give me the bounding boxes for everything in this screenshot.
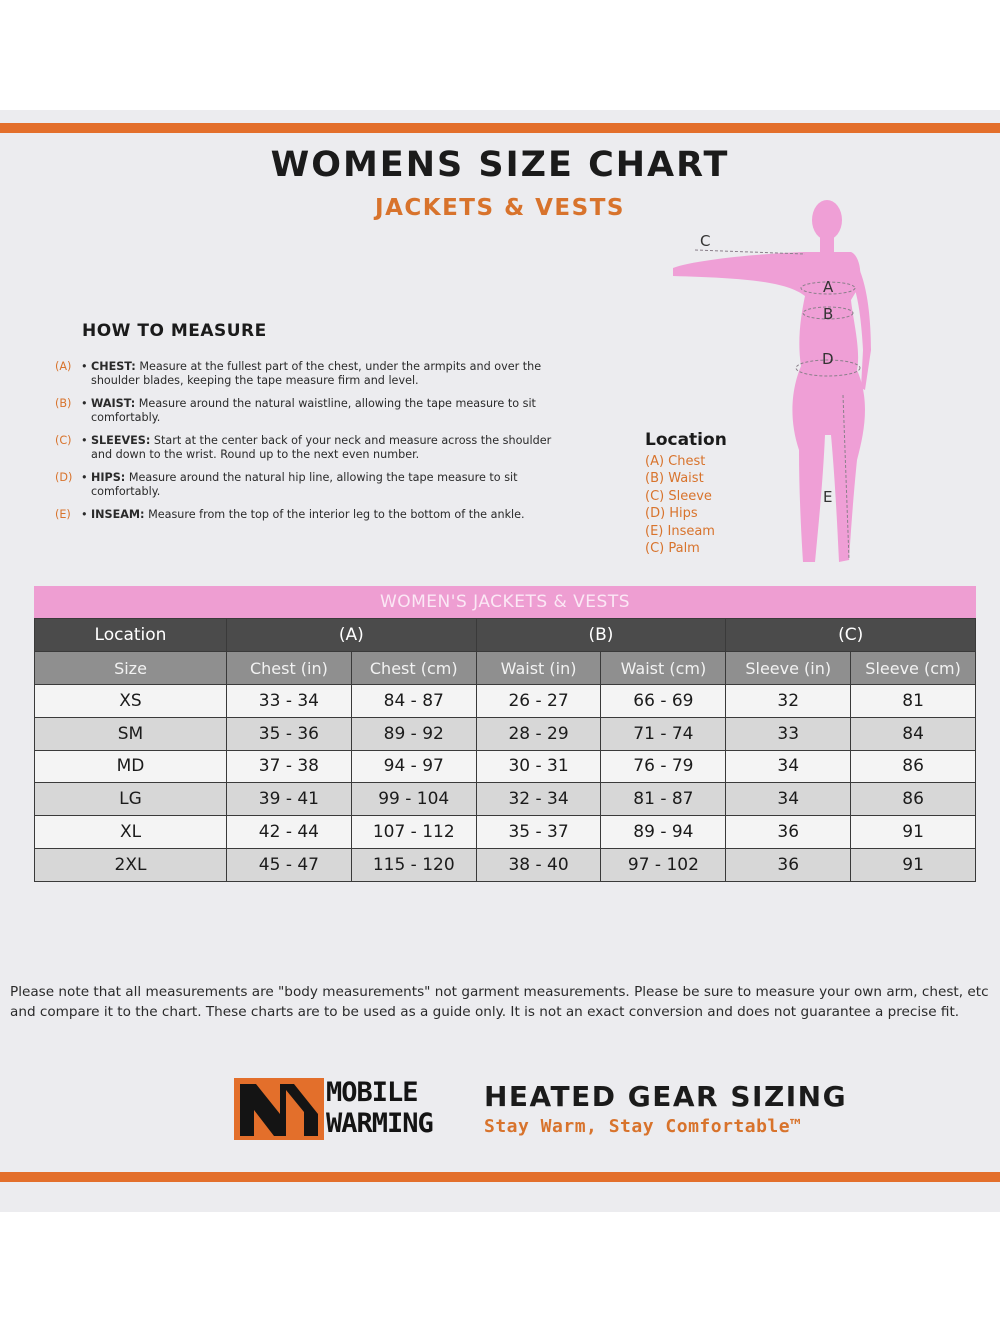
- table-cell: MD: [35, 750, 227, 783]
- page-subtitle: JACKETS & VESTS: [375, 195, 625, 221]
- measure-item-sleeves: [55, 434, 555, 462]
- measure-text: Measure at the fullest part of the chest, under the armpits and over the shoulder blades, keeping the tape measure firm and level.: [91, 360, 542, 387]
- table-cell: 99 - 104: [351, 783, 476, 816]
- measure-code: (D): [55, 471, 73, 484]
- table-cell: 91: [851, 848, 976, 881]
- group-header-cell: (B): [476, 619, 726, 652]
- table-cell: SM: [35, 717, 227, 750]
- table-cell: 26 - 27: [476, 685, 601, 718]
- table-cell: LG: [35, 783, 227, 816]
- table-cell: 39 - 41: [227, 783, 352, 816]
- bullet: •: [81, 434, 88, 447]
- size-table: [34, 586, 976, 882]
- measure-text: Measure around the natural waistline, allowing the tape measure to sit comfortably.: [91, 397, 536, 424]
- measure-text: Measure around the natural hip line, allowing the tape measure to sit comfortably.: [91, 471, 518, 498]
- top-orange-bar: [0, 123, 1000, 133]
- table-cell: 33: [726, 717, 851, 750]
- figure-label-c: C: [700, 232, 711, 250]
- measure-code: (C): [55, 434, 72, 447]
- measure-text: Start at the center back of your neck and measure across the shoulder and down to the wrist. Round up to the next even number.: [91, 434, 552, 461]
- table-cell: 36: [726, 848, 851, 881]
- measure-text: Measure from the top of the interior leg to the bottom of the ankle.: [148, 508, 525, 521]
- table-row: [35, 783, 976, 816]
- figure-label-e: E: [823, 488, 833, 506]
- brand-name-line2: WARMING: [326, 1108, 433, 1139]
- location-item-inseam: (E) Inseam: [645, 523, 715, 539]
- page-title: WOMENS SIZE CHART: [270, 145, 730, 185]
- table-cell: 34: [726, 750, 851, 783]
- column-header: Waist (in): [476, 652, 601, 685]
- table-cell: 37 - 38: [227, 750, 352, 783]
- table-cell: 115 - 120: [351, 848, 476, 881]
- column-header: Chest (in): [227, 652, 352, 685]
- table-row: [35, 848, 976, 881]
- table-cell: 84 - 87: [351, 685, 476, 718]
- table-cell: 86: [851, 750, 976, 783]
- table-cell: 2XL: [35, 848, 227, 881]
- table-cell: 28 - 29: [476, 717, 601, 750]
- table-cell: 84: [851, 717, 976, 750]
- table-cell: 36: [726, 816, 851, 849]
- location-item-hips: (D) Hips: [645, 506, 698, 522]
- table-cell: 35 - 37: [476, 816, 601, 849]
- measure-term: INSEAM:: [91, 508, 145, 521]
- measure-item-hips: [55, 471, 555, 499]
- brand-name-line1: MOBILE: [326, 1077, 418, 1108]
- bottom-orange-bar: [0, 1172, 1000, 1182]
- table-cell: 42 - 44: [227, 816, 352, 849]
- mobile-warming-logo-icon: [234, 1076, 324, 1142]
- how-to-measure-list: [55, 360, 555, 531]
- measure-item-waist: [55, 397, 555, 425]
- table-cell: 34: [726, 783, 851, 816]
- table-row: [35, 816, 976, 849]
- table-cell: 91: [851, 816, 976, 849]
- location-item-chest: (A) Chest: [645, 454, 706, 469]
- table-cell: 33 - 34: [227, 685, 352, 718]
- table-cell: 32: [726, 685, 851, 718]
- column-header: Waist (cm): [601, 652, 726, 685]
- figure-label-b: B: [823, 305, 834, 323]
- location-item-palm: (C) Palm: [645, 541, 700, 557]
- measure-code: (A): [55, 360, 72, 373]
- table-cell: 81: [851, 685, 976, 718]
- location-item-sleeve: (C) Sleeve: [645, 488, 712, 504]
- measure-term: CHEST:: [91, 360, 136, 373]
- table-cell: XS: [35, 685, 227, 718]
- column-header: Sleeve (cm): [851, 652, 976, 685]
- table-cell: 30 - 31: [476, 750, 601, 783]
- table-cell: 97 - 102: [601, 848, 726, 881]
- column-header: Sleeve (in): [726, 652, 851, 685]
- measure-term: HIPS:: [91, 471, 126, 484]
- measure-term: WAIST:: [91, 397, 136, 410]
- table-cell: 89 - 94: [601, 816, 726, 849]
- table-cell: 45 - 47: [227, 848, 352, 881]
- group-header-row: [35, 619, 976, 652]
- table-cell: 94 - 97: [351, 750, 476, 783]
- group-header-cell: Location: [35, 619, 227, 652]
- table-cell: 35 - 36: [227, 717, 352, 750]
- column-header-row: [35, 652, 976, 685]
- table-cell: 107 - 112: [351, 816, 476, 849]
- measure-item-inseam: [55, 508, 555, 522]
- bullet: •: [81, 360, 88, 373]
- table-row: [35, 750, 976, 783]
- table-cell: 32 - 34: [476, 783, 601, 816]
- measure-code: (B): [55, 397, 72, 410]
- disclaimer-text: Please note that all measurements are "body measurements" not garment measurements. Please be sure to measure your own arm, chest, etc and compare it to the chart. These charts are to be used as a guide only. It is not an exact conversion and does not guarantee a precise fit.: [10, 984, 989, 1020]
- location-legend: [645, 430, 727, 557]
- group-header-cell: (C): [726, 619, 976, 652]
- location-legend-heading: Location: [645, 430, 727, 450]
- measure-term: SLEEVES:: [91, 434, 151, 447]
- measure-item-chest: [55, 360, 555, 388]
- figure-label-a: A: [823, 278, 834, 296]
- table-cell: 86: [851, 783, 976, 816]
- measure-code: (E): [55, 508, 71, 521]
- how-to-measure-heading: HOW TO MEASURE: [82, 321, 267, 341]
- brand-tagline: Stay Warm, Stay Comfortable™: [484, 1116, 802, 1137]
- table-cell: 66 - 69: [601, 685, 726, 718]
- table-cell: 38 - 40: [476, 848, 601, 881]
- bullet: •: [81, 397, 88, 410]
- table-cell: 71 - 74: [601, 717, 726, 750]
- table-row: [35, 717, 976, 750]
- table-cell: 76 - 79: [601, 750, 726, 783]
- brand-footer: [234, 1076, 874, 1146]
- bullet: •: [81, 508, 88, 521]
- table-cell: 89 - 92: [351, 717, 476, 750]
- group-header-cell: (A): [227, 619, 477, 652]
- size-grid: [34, 618, 976, 882]
- table-banner: WOMEN'S JACKETS & VESTS: [34, 586, 976, 618]
- column-header: Size: [35, 652, 227, 685]
- bullet: •: [81, 471, 88, 484]
- column-header: Chest (cm): [351, 652, 476, 685]
- table-cell: 81 - 87: [601, 783, 726, 816]
- location-item-waist: (B) Waist: [645, 471, 704, 487]
- table-row: [35, 685, 976, 718]
- table-cell: XL: [35, 816, 227, 849]
- figure-label-d: D: [822, 350, 834, 368]
- brand-heading: HEATED GEAR SIZING: [484, 1080, 848, 1113]
